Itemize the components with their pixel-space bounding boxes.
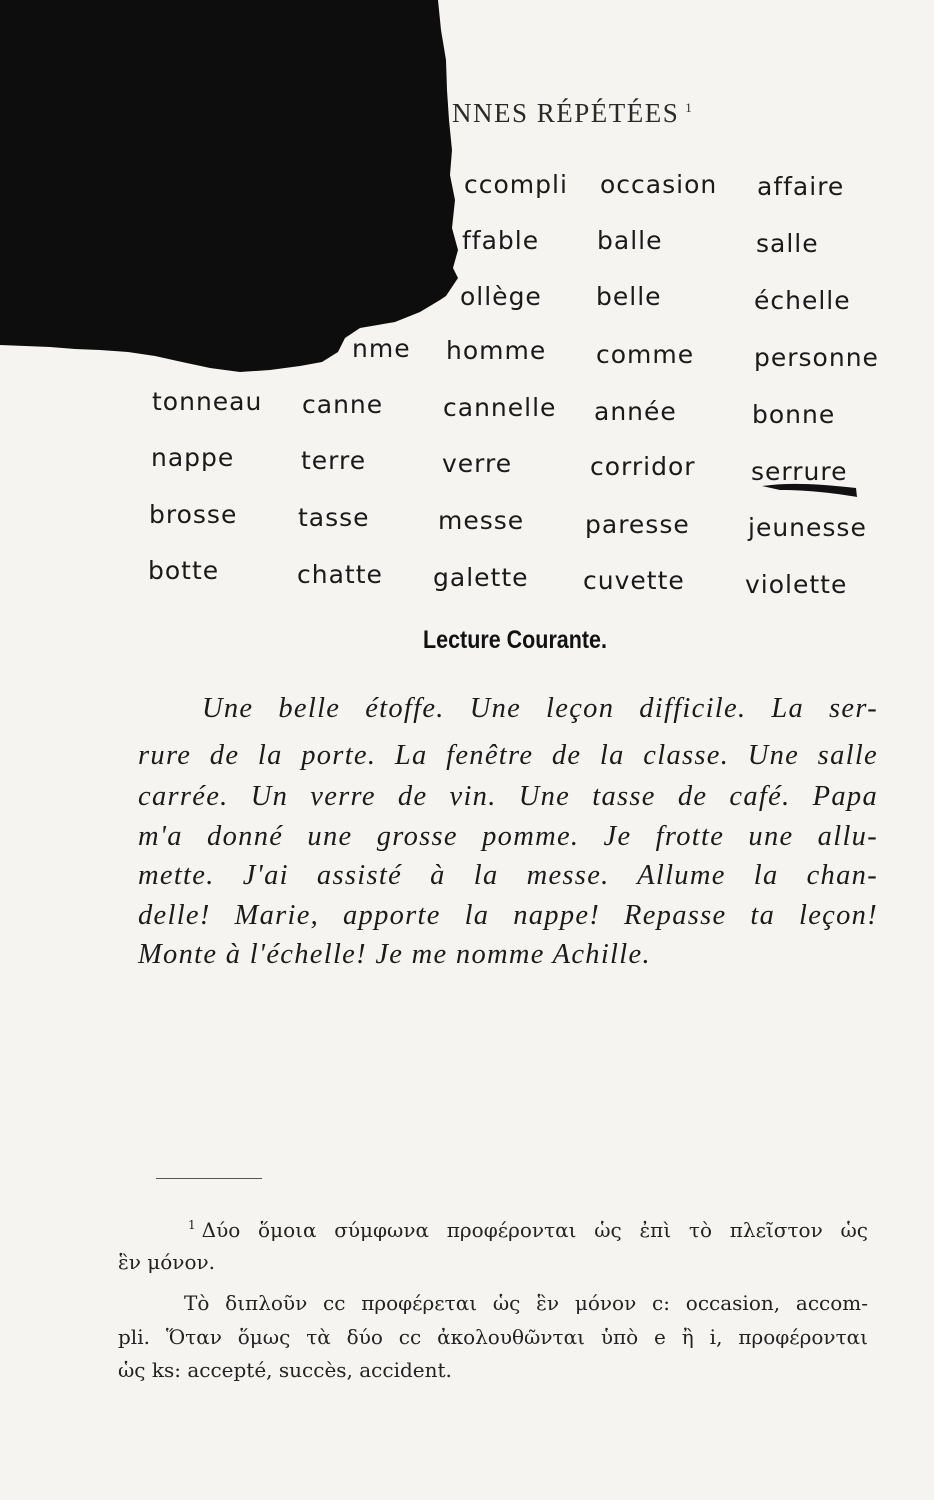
reading-line: m'a donné une grosse pomme. Je frotte une allu- xyxy=(138,821,878,852)
grid-word: jeunesse xyxy=(748,513,867,542)
reading-line: Monte à l'échelle! Je me nomme Achille. xyxy=(138,939,651,970)
grid-word: occasion xyxy=(600,170,718,199)
grid-word: corridor xyxy=(590,452,696,481)
grid-word: cuvette xyxy=(583,566,685,595)
grid-word: personne xyxy=(754,343,879,372)
reading-line: delle! Marie, apporte la nappe! Repasse ta leçon! xyxy=(138,900,878,931)
grid-word: canne xyxy=(302,390,384,419)
grid-word: serrure xyxy=(751,457,848,486)
reading-line: mette. J'ai assisté à la messe. Allume la chan- xyxy=(138,860,878,891)
heading-text: NNES RÉPÉTÉES xyxy=(452,98,680,128)
reading-line: Une belle étoffe. Une leçon difficile. La ser- xyxy=(202,693,878,724)
grid-word: cannelle xyxy=(443,393,557,422)
grid-word: tasse xyxy=(298,503,370,532)
grid-word: paresse xyxy=(585,510,690,539)
grid-word: galette xyxy=(433,563,529,592)
heading-note-marker: 1 xyxy=(685,100,694,115)
grid-word: botte xyxy=(148,556,220,585)
grid-word: terre xyxy=(301,446,367,475)
reading-line: carrée. Un verre de vin. Une tasse de café. Papa xyxy=(138,781,878,812)
footnote-line: Τὸ διπλοῦν cc προφέρεται ὡς ἓν μόνον c: occasion, accom- xyxy=(184,1291,868,1315)
grid-word: année xyxy=(594,397,677,426)
grid-word: nme xyxy=(352,334,411,363)
grid-word: verre xyxy=(442,449,513,478)
grid-word: ollège xyxy=(460,282,542,311)
grid-word: homme xyxy=(446,336,547,365)
grid-word: chatte xyxy=(297,560,383,589)
grid-word: nappe xyxy=(151,443,235,472)
grid-word: affaire xyxy=(757,172,845,201)
reading-title: Lecture Courante. xyxy=(423,626,607,654)
grid-word: belle xyxy=(596,282,662,311)
grid-word: violette xyxy=(745,570,848,599)
grid-word: ccompli xyxy=(464,170,568,199)
grid-word: salle xyxy=(756,229,819,258)
grid-word: brosse xyxy=(149,500,238,529)
footnote-line: pli. Ὅταν ὅμως τὰ δύο cc ἀκολουθῶνται ὑπὸ e ἢ i, προφέρονται xyxy=(118,1325,868,1349)
footnote-line: ὡς ks: accepté, succès, accident. xyxy=(118,1358,452,1382)
footnote-line: ἓν μόνον. xyxy=(118,1250,216,1274)
grid-word: balle xyxy=(597,226,663,255)
footnote-marker: 1 xyxy=(188,1218,196,1233)
grid-word: comme xyxy=(596,340,695,369)
footnote-text: Δύο ὅμοια σύμφωνα προφέρονται ὡς ἐπὶ τὸ πλεῖστον ὡς xyxy=(201,1218,868,1242)
reading-line: rure de la porte. La fenêtre de la classe. Une salle xyxy=(138,740,878,771)
grid-word: bonne xyxy=(752,400,836,429)
grid-word: ffable xyxy=(462,226,540,255)
grid-word: tonneau xyxy=(152,387,263,416)
grid-word: messe xyxy=(438,506,525,535)
grid-word: échelle xyxy=(754,286,851,315)
